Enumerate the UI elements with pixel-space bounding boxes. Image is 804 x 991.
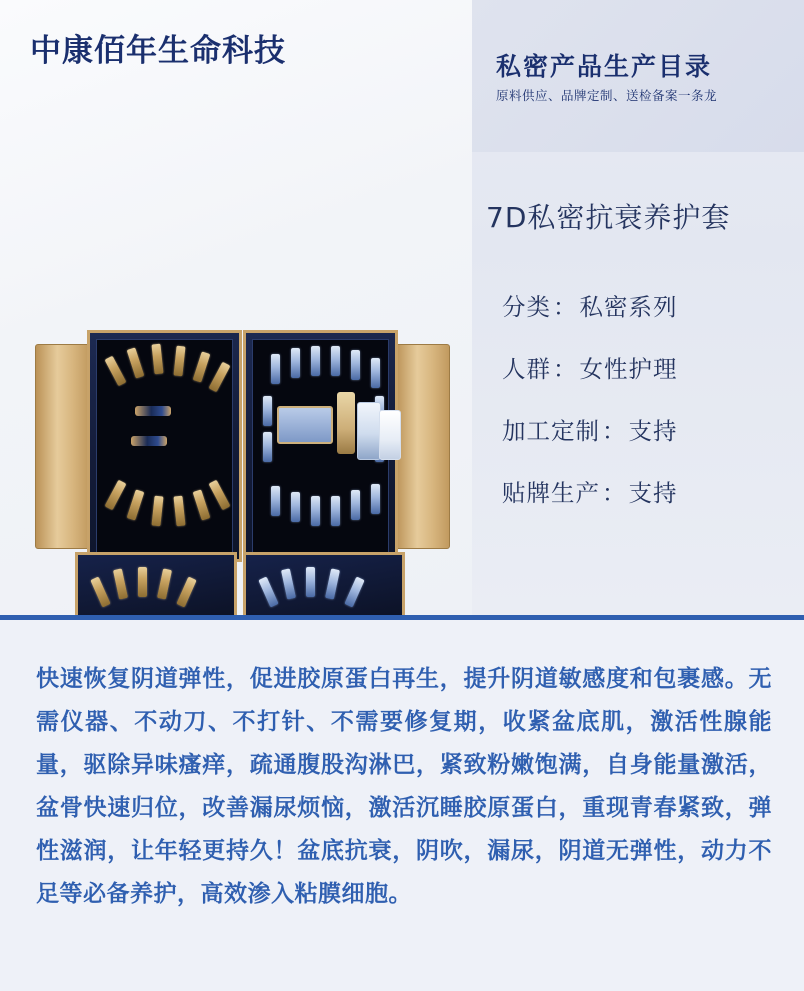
case-door-right-inner	[252, 339, 389, 553]
product-photo-panel	[0, 0, 472, 615]
spec-colon-audience: ：	[553, 355, 578, 383]
spec-row-oem	[502, 474, 802, 508]
brand-title: 中康佰年生命科技	[30, 33, 286, 69]
case-wing-left	[35, 344, 90, 549]
spec-label-category: 分类	[502, 293, 551, 321]
spec-colon-category: ：	[553, 293, 578, 321]
product-spec-list	[502, 288, 802, 536]
spec-label-custom-processing: 加工定制	[502, 417, 600, 445]
catalog-subtitle: 原料供应、品牌定制、送检备案一条龙	[496, 88, 718, 103]
spec-colon-oem: ：	[602, 479, 627, 507]
spec-colon-custom-processing: ：	[602, 417, 627, 445]
spec-value-audience: 女性护理	[579, 355, 678, 383]
spec-row-custom-processing	[502, 412, 802, 446]
product-name: 7D私密抗衰养护套	[486, 201, 731, 234]
description-section	[0, 615, 804, 991]
spec-label-audience: 人群	[502, 355, 551, 383]
case-wing-right	[395, 344, 450, 549]
lower-box-left	[75, 552, 237, 615]
product-case	[35, 330, 450, 562]
spec-row-category	[502, 288, 802, 322]
spec-value-custom-processing: 支持	[628, 417, 678, 445]
spec-row-audience	[502, 350, 802, 384]
lower-box-right	[243, 552, 405, 615]
description-text: 快速恢复阴道弹性，促进胶原蛋白再生，提升阴道敏感度和包裹感。无需仪器、不动刀、不打针、不需要修复期，收紧盆底肌，激活性腺能量，驱除异味瘙痒，疏通腹股沟淋巴，紧致粉嫩饱满，自身能量激活，盆骨快速归位，改善漏尿烦恼，激活沉睡胶原蛋白，重现青春紧致，弹性滋润，让年轻更持久！盆底抗衰，阴吹，漏尿，阴道无弹性，动力不足等必备养护，高效渗入粘膜细胞。	[36, 666, 772, 907]
catalog-title: 私密产品生产目录	[496, 52, 713, 81]
case-door-right	[243, 330, 398, 562]
case-door-left	[87, 330, 242, 562]
spec-value-oem: 支持	[628, 479, 678, 507]
spec-label-oem: 贴牌生产	[502, 479, 600, 507]
product-case-lower	[75, 552, 405, 615]
product-kit-image	[35, 330, 450, 615]
case-door-left-inner	[96, 339, 233, 553]
catalog-header	[472, 0, 804, 152]
spec-value-category: 私密系列	[579, 293, 678, 321]
info-panel	[472, 0, 804, 615]
